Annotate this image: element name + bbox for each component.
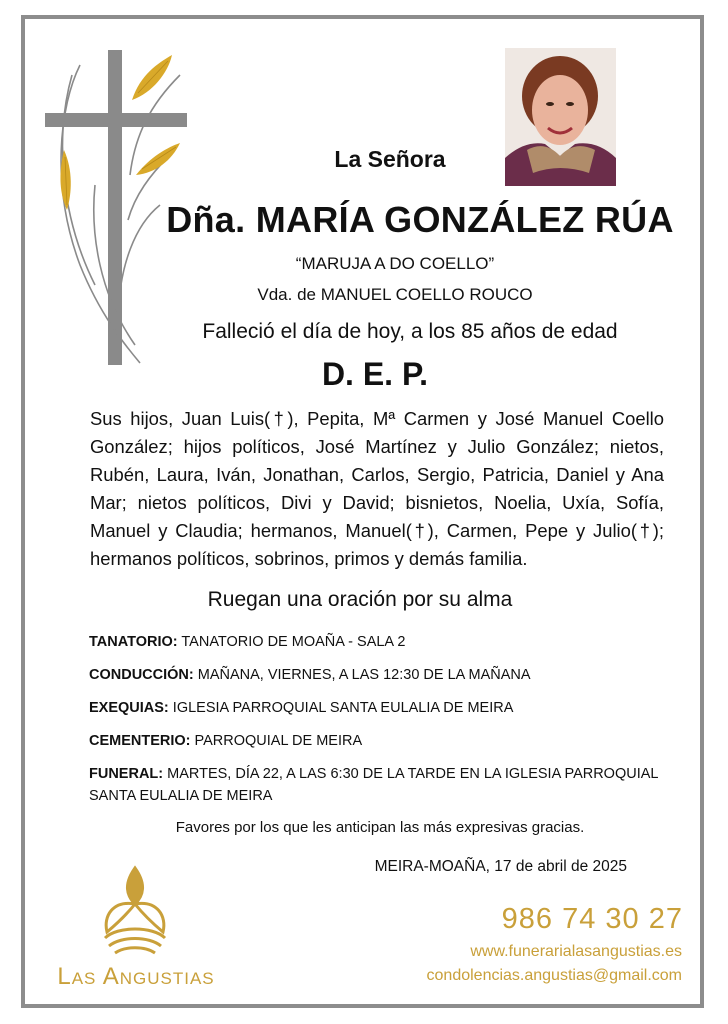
- thanks-text: Favores por los que les anticipan las más expresivas gracias.: [175, 819, 585, 836]
- intro-title: La Señora: [334, 146, 446, 172]
- detail-label: CONDUCCIÓN:: [89, 667, 194, 683]
- company-name: Las Angustias: [57, 963, 215, 990]
- detail-value: PARROQUIAL DE MEIRA: [194, 733, 363, 749]
- deceased-name: Dña. MARÍA GONZÁLEZ RÚA: [166, 199, 674, 240]
- las-angustias-logo-icon: [95, 860, 175, 960]
- website-link[interactable]: www.funerarialasangustias.es: [470, 943, 682, 960]
- detail-funeral: [89, 763, 669, 807]
- detail-exequias: [89, 697, 669, 719]
- family-paragraph: Sus hijos, Juan Luis(†), Pepita, Mª Carmen y José Manuel Coello González; hijos políticos, José Martínez y Julio González; nietos, Rubén, Laura, Iván, Jonathan, Carlos, Sergio, Patricia, Daniel y Ana Mar; nietos políticos, Divi y David; bisnietos, Noelia, Uxía, Sofía, Manuel y Claudia; hermanos, Manuel(†), Carmen, Pepe y Julio(†); hermanos políticos, sobrinos, primos y demás familia.: [90, 408, 664, 569]
- service-details: [89, 631, 669, 818]
- nickname: “MARUJA A DO COELLO”: [295, 254, 495, 273]
- detail-cementerio: [89, 730, 669, 752]
- detail-tanatorio: [89, 631, 669, 653]
- detail-value: MAÑANA, VIERNES, A LAS 12:30 DE LA MAÑANA: [197, 667, 531, 683]
- detail-value: IGLESIA PARROQUIAL SANTA EULALIA DE MEIRA: [172, 700, 514, 716]
- widow-of: Vda. de MANUEL COELLO ROUCO: [257, 285, 533, 304]
- prayer-request: Ruegan una oración por su alma: [207, 588, 513, 611]
- detail-label: TANATORIO:: [89, 634, 178, 650]
- death-notice: Falleció el día de hoy, a los 85 años de edad: [202, 320, 618, 343]
- detail-label: CEMENTERIO:: [89, 733, 191, 749]
- detail-label: FUNERAL:: [89, 766, 164, 782]
- detail-value: MARTES, DÍA 22, A LAS 6:30 DE LA TARDE EN LA IGLESIA PARROQUIAL SANTA EULALIA DE MEIRA: [89, 766, 658, 804]
- rip-text: D. E. P.: [321, 356, 429, 392]
- detail-label: EXEQUIAS:: [89, 700, 169, 716]
- phone-number[interactable]: 986 74 30 27: [501, 903, 683, 935]
- detail-conduccion: [89, 664, 669, 686]
- email-link[interactable]: condolencias.angustias@gmail.com: [426, 967, 682, 984]
- place-date: MEIRA-MOAÑA, 17 de abril de 2025: [374, 858, 627, 875]
- detail-value: TANATORIO DE MOAÑA - SALA 2: [181, 634, 406, 650]
